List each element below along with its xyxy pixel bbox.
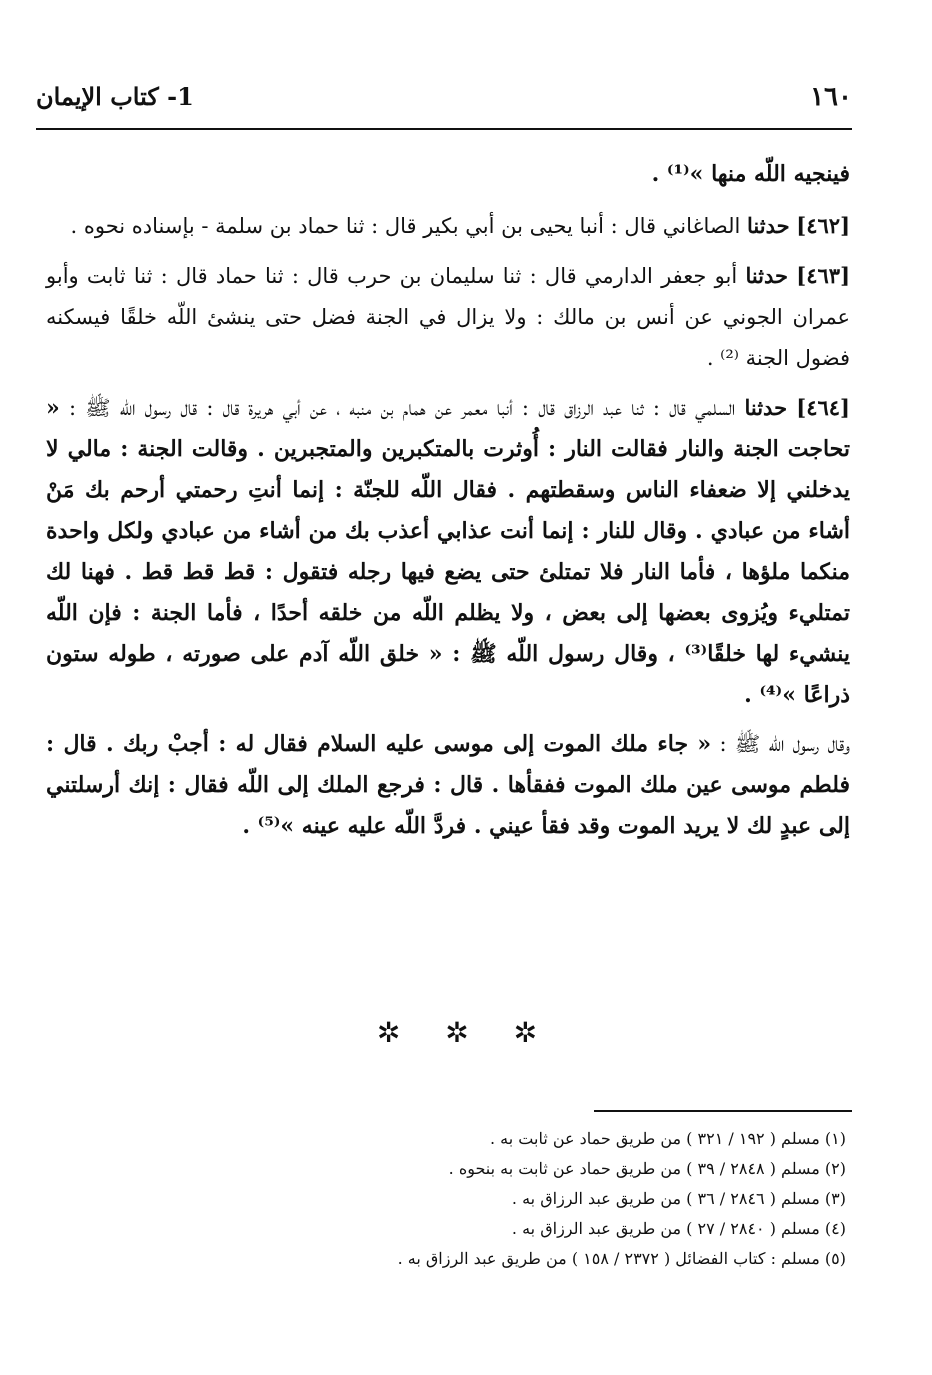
chapter-title: 1- كتاب الإيمان [36,82,194,111]
hadith-462 [46,205,850,247]
footnote-2: (٢) مسلم ( ٢٨٤٨ / ٣٩ ) من طريق حماد عن ثابت به بنحوه . [448,1159,846,1178]
hadith-text: الصاغاني قال : أنبا يحيى بن أبي بكير قال : ثنا حماد بن سلمة - بإسناده نحوه . [70,214,741,238]
hadith-number: [٤٦٤] [796,395,850,420]
hadith-number: [٤٦٣] [796,263,850,288]
footnote-5: (٥) مسلم : كتاب الفضائل ( ٢٣٧٢ / ١٥٨ ) من طريق عبد الرزاق به . [397,1249,846,1268]
main-text [46,152,850,855]
hadith-matn: « جاء ملك الموت إلى موسى عليه السلام فقال له : أجبْ ربك . قال : فلطم موسى عين ملك الموت ففقأها . قال : فرجع الملك إلى اللّه فقال : إنك أرسلتني إلى عبدٍ لك لا يريد الموت وقد فقأ عيني . فردَّ اللّه عليه عينه »⁽⁵⁾ . [46,731,850,839]
footnotes [180,1124,846,1274]
page-number: ١٦٠ [810,82,852,112]
hadith-opening: حدثنا [747,213,790,238]
footnote-divider [594,1110,852,1112]
page-header [36,82,852,122]
section-separator: ✲ ✲ ✲ [376,1016,556,1049]
hadith-464 [46,387,850,716]
hadith-matn: « تحاجت الجنة والنار فقالت النار : أُوثرت بالمتكبرين والمتجبرين . وقالت الجنة : مالي لا يدخلني إلا ضعفاء الناس وسقطتهم . فقال اللّه للجنّة : إنما أنتِ رحمتي أرحم بك مَنْ أشاء من عبادي . وقال للنار : إنما أنت عذابي أعذب بك من أشاء من عبادي ولكل واحدة منكما ملؤها ، فأما النار فلا تمتلئ حتى يضع فيها رجله فتقول : قط قط قط . فهنا لك تمتليء ويُزوى بعضها إلى بعض ، ولا يظلم اللّه من خلقه أحدًا ، فأما الجنة : فإن اللّه ينشيء لها خلقًا⁽³⁾ ، وقال رسول اللّه ﷺ : « خلق اللّه آدم على صورته ، طوله ستون ذراعًا »⁽⁴⁾ . [46,395,850,708]
footnote-1: (١) مسلم ( ١٩٢ / ٣٢١ ) من طريق حماد عن ثابت به . [489,1129,846,1148]
paragraph-continuation [46,152,850,197]
hadith-opening: حدثنا [745,263,789,288]
continuation-text: فينجيه اللّه منها »⁽¹⁾ . [651,161,850,187]
hadith-isnad: السلمي قال : ثنا عبد الرزاق قال : أنبا معمر عن همام بن منبه ، عن أبي هريرة قال : قال رسول اللّه ﷺ : [68,396,736,420]
hadith-musa [46,724,850,847]
footnote-4: (٤) مسلم ( ٢٨٤٠ / ٢٧ ) من طريق عبد الرزاق به . [511,1219,846,1238]
hadith-number: [٤٦٢] [796,213,850,238]
hadith-text: أبو جعفر الدارمي قال : ثنا سليمان بن حرب قال : ثنا حماد قال : ثنا ثابت وأبو عمران الجوني عن أنس بن مالك : ولا يزال في الجنة فضل حتى ينشئ اللّه خلقًا فيسكنه فضول الجنة ⁽²⁾ . [46,264,850,370]
header-divider [36,128,852,130]
hadith-463 [46,255,850,379]
hadith-opening: حدثنا [744,395,788,420]
hadith-intro: وقال رسول اللّه ﷺ : [719,732,850,756]
footnote-3: (٣) مسلم ( ٢٨٤٦ / ٣٦ ) من طريق عبد الرزاق به . [511,1189,846,1208]
